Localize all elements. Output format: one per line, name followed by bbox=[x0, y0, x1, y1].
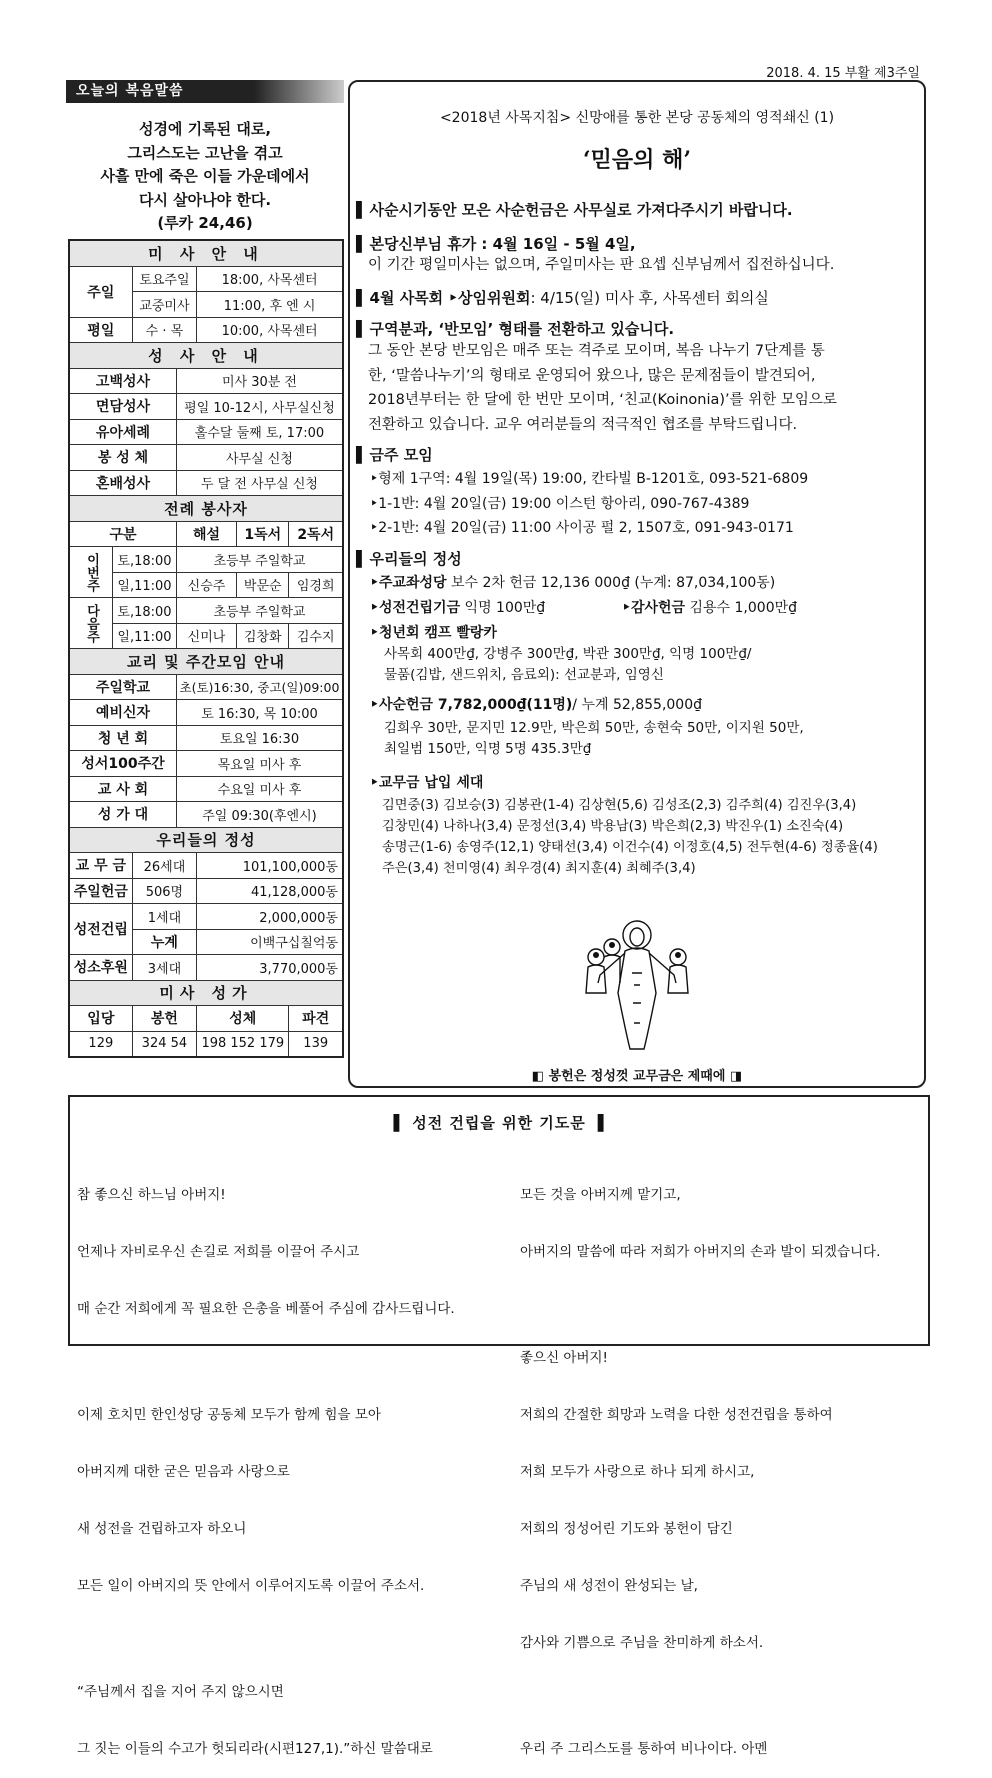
offering-count: 26세대 bbox=[132, 853, 197, 879]
doctrine-value: 목요일 미사 후 bbox=[176, 751, 343, 777]
lent-line: 최일범 150만, 익명 5명 435.3만₫ bbox=[384, 741, 592, 757]
server-name: 신미나 bbox=[176, 623, 236, 649]
meeting-item: ‣형제 1구역: 4월 19일(목) 19:00, 칸타빌 B-1201호, 093-521-6809 bbox=[370, 471, 809, 487]
mass-weekday-label: 평일 bbox=[69, 317, 132, 343]
district-line: 2018년부터는 한 달에 한 번만 모이며, ‘친교(Koinonia)’를 위한 모임으로 bbox=[368, 392, 837, 408]
lent-offering-body bbox=[384, 718, 924, 760]
youth-label-text: ‣청년회 캠프 빨랑카 bbox=[370, 625, 497, 641]
risen-christ-illustration bbox=[578, 913, 696, 1055]
servers-header: 1독서 bbox=[237, 521, 289, 547]
doctrine-name: 청 년 회 bbox=[69, 725, 176, 751]
prayer-line: 모든 것을 아버지께 맡기고, bbox=[520, 1187, 681, 1203]
prayer-line: 새 성전을 건립하고자 하오니 bbox=[77, 1521, 247, 1537]
thanks-label: ‣감사헌금 bbox=[622, 600, 686, 616]
council-sub: ‣상임위원회 bbox=[448, 289, 531, 307]
lent-label: ‣사순헌금 7,782,000₫(11명) bbox=[370, 697, 573, 713]
meeting-item: ‣1-1반: 4월 20일(금) 19:00 이스턴 항아리, 090-767-4389 bbox=[370, 496, 750, 512]
prayer-line: 주님의 새 성전이 완성되는 날, bbox=[520, 1578, 698, 1594]
prayer-line: 저희의 정성어린 기도와 봉헌이 담긴 bbox=[520, 1521, 733, 1537]
doctrine-title: 교리 및 주간모임 안내 bbox=[69, 649, 343, 675]
offering-name: 성전건립 bbox=[69, 904, 132, 955]
mass-time: 10:00, 사목센터 bbox=[197, 317, 343, 343]
doctrine-value: 초(토)16:30, 중고(일)09:00 bbox=[176, 674, 343, 700]
gospel-quote bbox=[66, 118, 344, 236]
youth-line: 사목회 400만₫, 강병주 300만₫, 박관 300만₫, 익명 100만₫/ bbox=[384, 646, 752, 662]
prayer-line: 감사와 기쁨으로 주님을 찬미하게 하소서. bbox=[520, 1635, 764, 1651]
sacrament-value: 사무실 신청 bbox=[176, 445, 343, 471]
offering-count: 1세대 bbox=[132, 904, 197, 930]
cathedral-text: 보수 2차 헌금 12,136 000₫ (누계: 87,034,100동) bbox=[446, 575, 776, 591]
offerings-title: 우리들의 정성 bbox=[69, 827, 343, 853]
mass-guide-title: 미 사 안 내 bbox=[69, 240, 343, 266]
hymn-number: 324 54 bbox=[132, 1031, 197, 1057]
server-name: 신승주 bbox=[176, 572, 236, 598]
notice-devotion-head: ▌ 우리들의 정성 bbox=[356, 548, 462, 569]
notice-council bbox=[356, 287, 769, 308]
servers-header: 2독서 bbox=[289, 521, 343, 547]
youth-line: 물품(김밥, 샌드위치, 음료외): 선교분과, 임영신 bbox=[384, 667, 664, 683]
sacrament-guide-title: 성 사 안 내 bbox=[69, 343, 343, 369]
tithe-line: 주은(3,4) 천미영(4) 최우경(4) 최지훈(4) 최혜주(3,4) bbox=[382, 861, 696, 876]
mass-name: 토요주일 bbox=[132, 266, 197, 292]
notice-district-head: ▌ 구역분과, ‘반모임’ 형태를 전환하고 있습니다. bbox=[356, 318, 674, 339]
bulletin-date: 2018. 4. 15 부활 제3주일 bbox=[766, 66, 920, 81]
prayer-line: 아버지께 대한 굳은 믿음과 사랑으로 bbox=[77, 1464, 290, 1480]
notice-vacation-head: ▌ 본당신부님 휴가 : 4월 16일 - 5월 4일, bbox=[356, 233, 636, 254]
gospel-line: 성경에 기록된 대로, bbox=[138, 120, 272, 138]
server-merged: 초등부 주일학교 bbox=[176, 598, 343, 624]
doctrine-value: 토 16:30, 목 10:00 bbox=[176, 700, 343, 726]
district-line: 그 동안 본당 반모임은 매주 또는 격주로 모이며, 복음 나누기 7단계를 통 bbox=[368, 343, 825, 359]
mass-sunday-label: 주일 bbox=[69, 266, 132, 317]
hymn-number: 129 bbox=[69, 1031, 132, 1057]
footer-note: ◧ 봉헌은 정성껏 교무금은 제때에 ◨ bbox=[531, 1069, 743, 1084]
prayer-line bbox=[77, 1634, 455, 1645]
sacrament-name: 면담성사 bbox=[69, 394, 176, 420]
doctrine-value: 주일 09:30(후엔시) bbox=[176, 802, 343, 828]
prayer-right-column bbox=[520, 1148, 880, 1778]
doctrine-name: 교 사 회 bbox=[69, 776, 176, 802]
pastoral-policy: <2018년 사목지침> 신망애를 통한 본당 공동체의 영적쇄신 (1) bbox=[439, 110, 835, 126]
lent-total: / 누계 52,855,000₫ bbox=[572, 697, 703, 713]
offering-count: 3세대 bbox=[132, 955, 197, 981]
building-text: 익명 100만₫ bbox=[460, 600, 546, 616]
hymn-header: 입당 bbox=[69, 1006, 132, 1032]
offering-name: 교 무 금 bbox=[69, 853, 132, 879]
prayer-line bbox=[520, 1691, 880, 1702]
doctrine-name: 성 가 대 bbox=[69, 802, 176, 828]
prayer-line: 우리 주 그리스도를 통하여 비나이다. 아멘 bbox=[520, 1741, 768, 1757]
prayer-line: 언제나 자비로우신 손길로 저희를 이끌어 주시고 bbox=[77, 1244, 360, 1260]
doctrine-name: 주일학교 bbox=[69, 674, 176, 700]
building-fund bbox=[370, 597, 545, 617]
gospel-line: 사흘 만에 죽은 이들 가운데에서 bbox=[100, 167, 310, 185]
server-time: 일,11:00 bbox=[113, 572, 177, 598]
lent-offering bbox=[370, 694, 702, 714]
hymn-header: 성체 bbox=[197, 1006, 289, 1032]
mass-time: 11:00, 후 엔 시 bbox=[197, 292, 343, 318]
tithe-label-text: ‣교무금 납입 세대 bbox=[370, 775, 484, 791]
meeting-item: ‣2-1반: 4월 20일(금) 11:00 사이공 펄 2, 1507호, 091-943-0171 bbox=[370, 520, 794, 536]
cathedral-offering bbox=[370, 572, 775, 592]
prayer-line: 저희의 간절한 희망과 노력을 다한 성전건립을 통하여 bbox=[520, 1407, 833, 1423]
tithe-line: 송명근(1-6) 송영주(12,1) 양태선(3,4) 이건수(4) 이정호(4,5) 전두현(4-6) 정종율(4) bbox=[382, 840, 878, 855]
mass-name: 교중미사 bbox=[132, 292, 197, 318]
hymns-title: 미사 성가 bbox=[69, 980, 343, 1006]
lent-line: 김희우 30만, 문지민 12.9만, 박은희 50만, 송현숙 50만, 이지원 50만, bbox=[384, 720, 804, 736]
gospel-header-label: 오늘의 복음말씀 bbox=[76, 83, 184, 99]
tithe-line: 김면중(3) 김보승(3) 김봉관(1-4) 김상현(5,6) 김성조(2,3) 김주희(4) 김진우(3,4) bbox=[382, 798, 857, 813]
sacrament-name: 고백성사 bbox=[69, 368, 176, 394]
prayer-line bbox=[77, 1357, 455, 1368]
sacrament-name: 혼배성사 bbox=[69, 470, 176, 496]
gospel-line: 다시 살아나야 한다. bbox=[138, 190, 272, 209]
prayer-line bbox=[520, 1300, 880, 1311]
youth-camp-body bbox=[384, 644, 924, 686]
sacrament-name: 유아세례 bbox=[69, 419, 176, 445]
server-time: 토,18:00 bbox=[113, 547, 177, 573]
server-name: 박문순 bbox=[237, 572, 289, 598]
hymn-header: 파견 bbox=[289, 1006, 343, 1032]
prayer-line: 이제 호치민 한인성당 공동체 모두가 함께 힘을 모아 bbox=[77, 1407, 381, 1423]
servers-header: 구분 bbox=[69, 521, 176, 547]
sacrament-value: 홀수달 둘째 토, 17:00 bbox=[176, 419, 343, 445]
council-text: : 4/15(일) 미사 후, 사목센터 회의실 bbox=[530, 289, 769, 307]
thanks-text: 김용수 1,000만₫ bbox=[685, 600, 798, 616]
mass-time: 18:00, 사목센터 bbox=[197, 266, 343, 292]
year-title: ‘믿음의 해’ bbox=[583, 147, 691, 173]
offering-count: 506명 bbox=[132, 878, 197, 904]
prayer-left-column bbox=[77, 1148, 455, 1778]
servers-title: 전례 봉사자 bbox=[69, 496, 343, 522]
prayer-line: 매 순간 저희에게 꼭 필요한 은총을 베풀어 주심에 감사드립니다. bbox=[77, 1301, 455, 1317]
prayer-line: 모든 일이 아버지의 뜻 안에서 이루어지도록 이끌어 주소서. bbox=[77, 1578, 425, 1594]
sacrament-name: 봉 성 체 bbox=[69, 445, 176, 471]
hymn-number: 139 bbox=[289, 1031, 343, 1057]
offering-amount: 101,100,000동 bbox=[197, 853, 343, 879]
offering-amount: 2,000,000동 bbox=[197, 904, 343, 930]
cathedral-label: ‣주교좌성당 bbox=[370, 575, 447, 591]
server-name: 임경희 bbox=[289, 572, 343, 598]
offering-name: 성소후원 bbox=[69, 955, 132, 981]
server-merged: 초등부 주일학교 bbox=[176, 547, 343, 573]
district-line: 한, ‘말씀나누기’의 형태로 운영되어 왔으나, 많은 문제점들이 발견되어, bbox=[368, 367, 816, 384]
doctrine-value: 토요일 16:30 bbox=[176, 725, 343, 751]
prayer-line: 저희 모두가 사랑으로 하나 되게 하시고, bbox=[520, 1464, 755, 1480]
offering-amount: 3,770,000동 bbox=[197, 955, 343, 981]
offering-amount: 41,128,000동 bbox=[197, 878, 343, 904]
server-time: 토,18:00 bbox=[113, 598, 177, 624]
doctrine-value: 수요일 미사 후 bbox=[176, 776, 343, 802]
next-week-label: 다음주 bbox=[69, 598, 113, 649]
tithe-line: 김창민(4) 나하나(3,4) 문정선(3,4) 박용남(3) 박은희(2,3) 박진우(1) 소진숙(4) bbox=[382, 819, 844, 834]
prayer-line: 좋으신 아버지! bbox=[520, 1350, 608, 1366]
server-name: 김수지 bbox=[289, 623, 343, 649]
prayer-line: 아버지의 말씀에 따라 저희가 아버지의 손과 발이 되겠습니다. bbox=[520, 1244, 881, 1260]
council-head: 4월 사목회 bbox=[369, 289, 444, 307]
offering-total-label: 누계 bbox=[132, 929, 197, 955]
notice-meetings-head: ▌ 금주 모임 bbox=[356, 444, 433, 465]
mass-name: 수 · 목 bbox=[132, 317, 197, 343]
notice-vacation-text: 이 기간 평일미사는 없으며, 주일미사는 판 요셉 신부님께서 집전하십니다. bbox=[368, 257, 835, 273]
info-table bbox=[68, 239, 344, 1058]
prayer-title: ▌ 성전 건립을 위한 기도문 ▐ bbox=[393, 1114, 605, 1132]
server-time: 일,11:00 bbox=[113, 623, 177, 649]
gospel-header bbox=[66, 80, 344, 103]
hymn-number: 198 152 179 bbox=[197, 1031, 289, 1057]
prayer-line: 그 짓는 이들의 수고가 헛되리라(시편127,1).”하신 말씀대로 bbox=[77, 1741, 433, 1757]
server-name: 김창화 bbox=[237, 623, 289, 649]
doctrine-name: 예비신자 bbox=[69, 700, 176, 726]
doctrine-name: 성서100주간 bbox=[69, 751, 176, 777]
hymn-header: 봉헌 bbox=[132, 1006, 197, 1032]
sacrament-value: 미사 30분 전 bbox=[176, 368, 343, 394]
district-line: 전환하고 있습니다. 교우 여러분들의 적극적인 협조를 부탁드립니다. bbox=[368, 416, 798, 433]
this-week-label: 이번주 bbox=[69, 547, 113, 598]
tithe-label bbox=[370, 772, 483, 792]
sacrament-value: 평일 10-12시, 사무실신청 bbox=[176, 394, 343, 420]
servers-header: 해설 bbox=[176, 521, 236, 547]
offering-total: 이백구십칠억동 bbox=[197, 929, 343, 955]
tithe-body bbox=[382, 795, 922, 879]
prayer-line: “주님께서 집을 지어 주지 않으시면 bbox=[77, 1684, 284, 1700]
youth-camp-label bbox=[370, 622, 497, 642]
building-label: ‣성전건립기금 bbox=[370, 600, 461, 616]
notice-district-body bbox=[368, 339, 922, 437]
gospel-line: 그리스도는 고난을 겪고 bbox=[127, 143, 283, 162]
prayer-line: 참 좋으신 하느님 아버지! bbox=[77, 1187, 226, 1203]
sacrament-value: 두 달 전 사무실 신청 bbox=[176, 470, 343, 496]
offering-name: 주일헌금 bbox=[69, 878, 132, 904]
thanks-offering bbox=[622, 597, 797, 617]
notice-lent-offering: ▌ 사순시기동안 모은 사순헌금은 사무실로 가져다주시기 바랍니다. bbox=[356, 199, 793, 220]
gospel-reference: (루카 24,46) bbox=[157, 214, 253, 232]
